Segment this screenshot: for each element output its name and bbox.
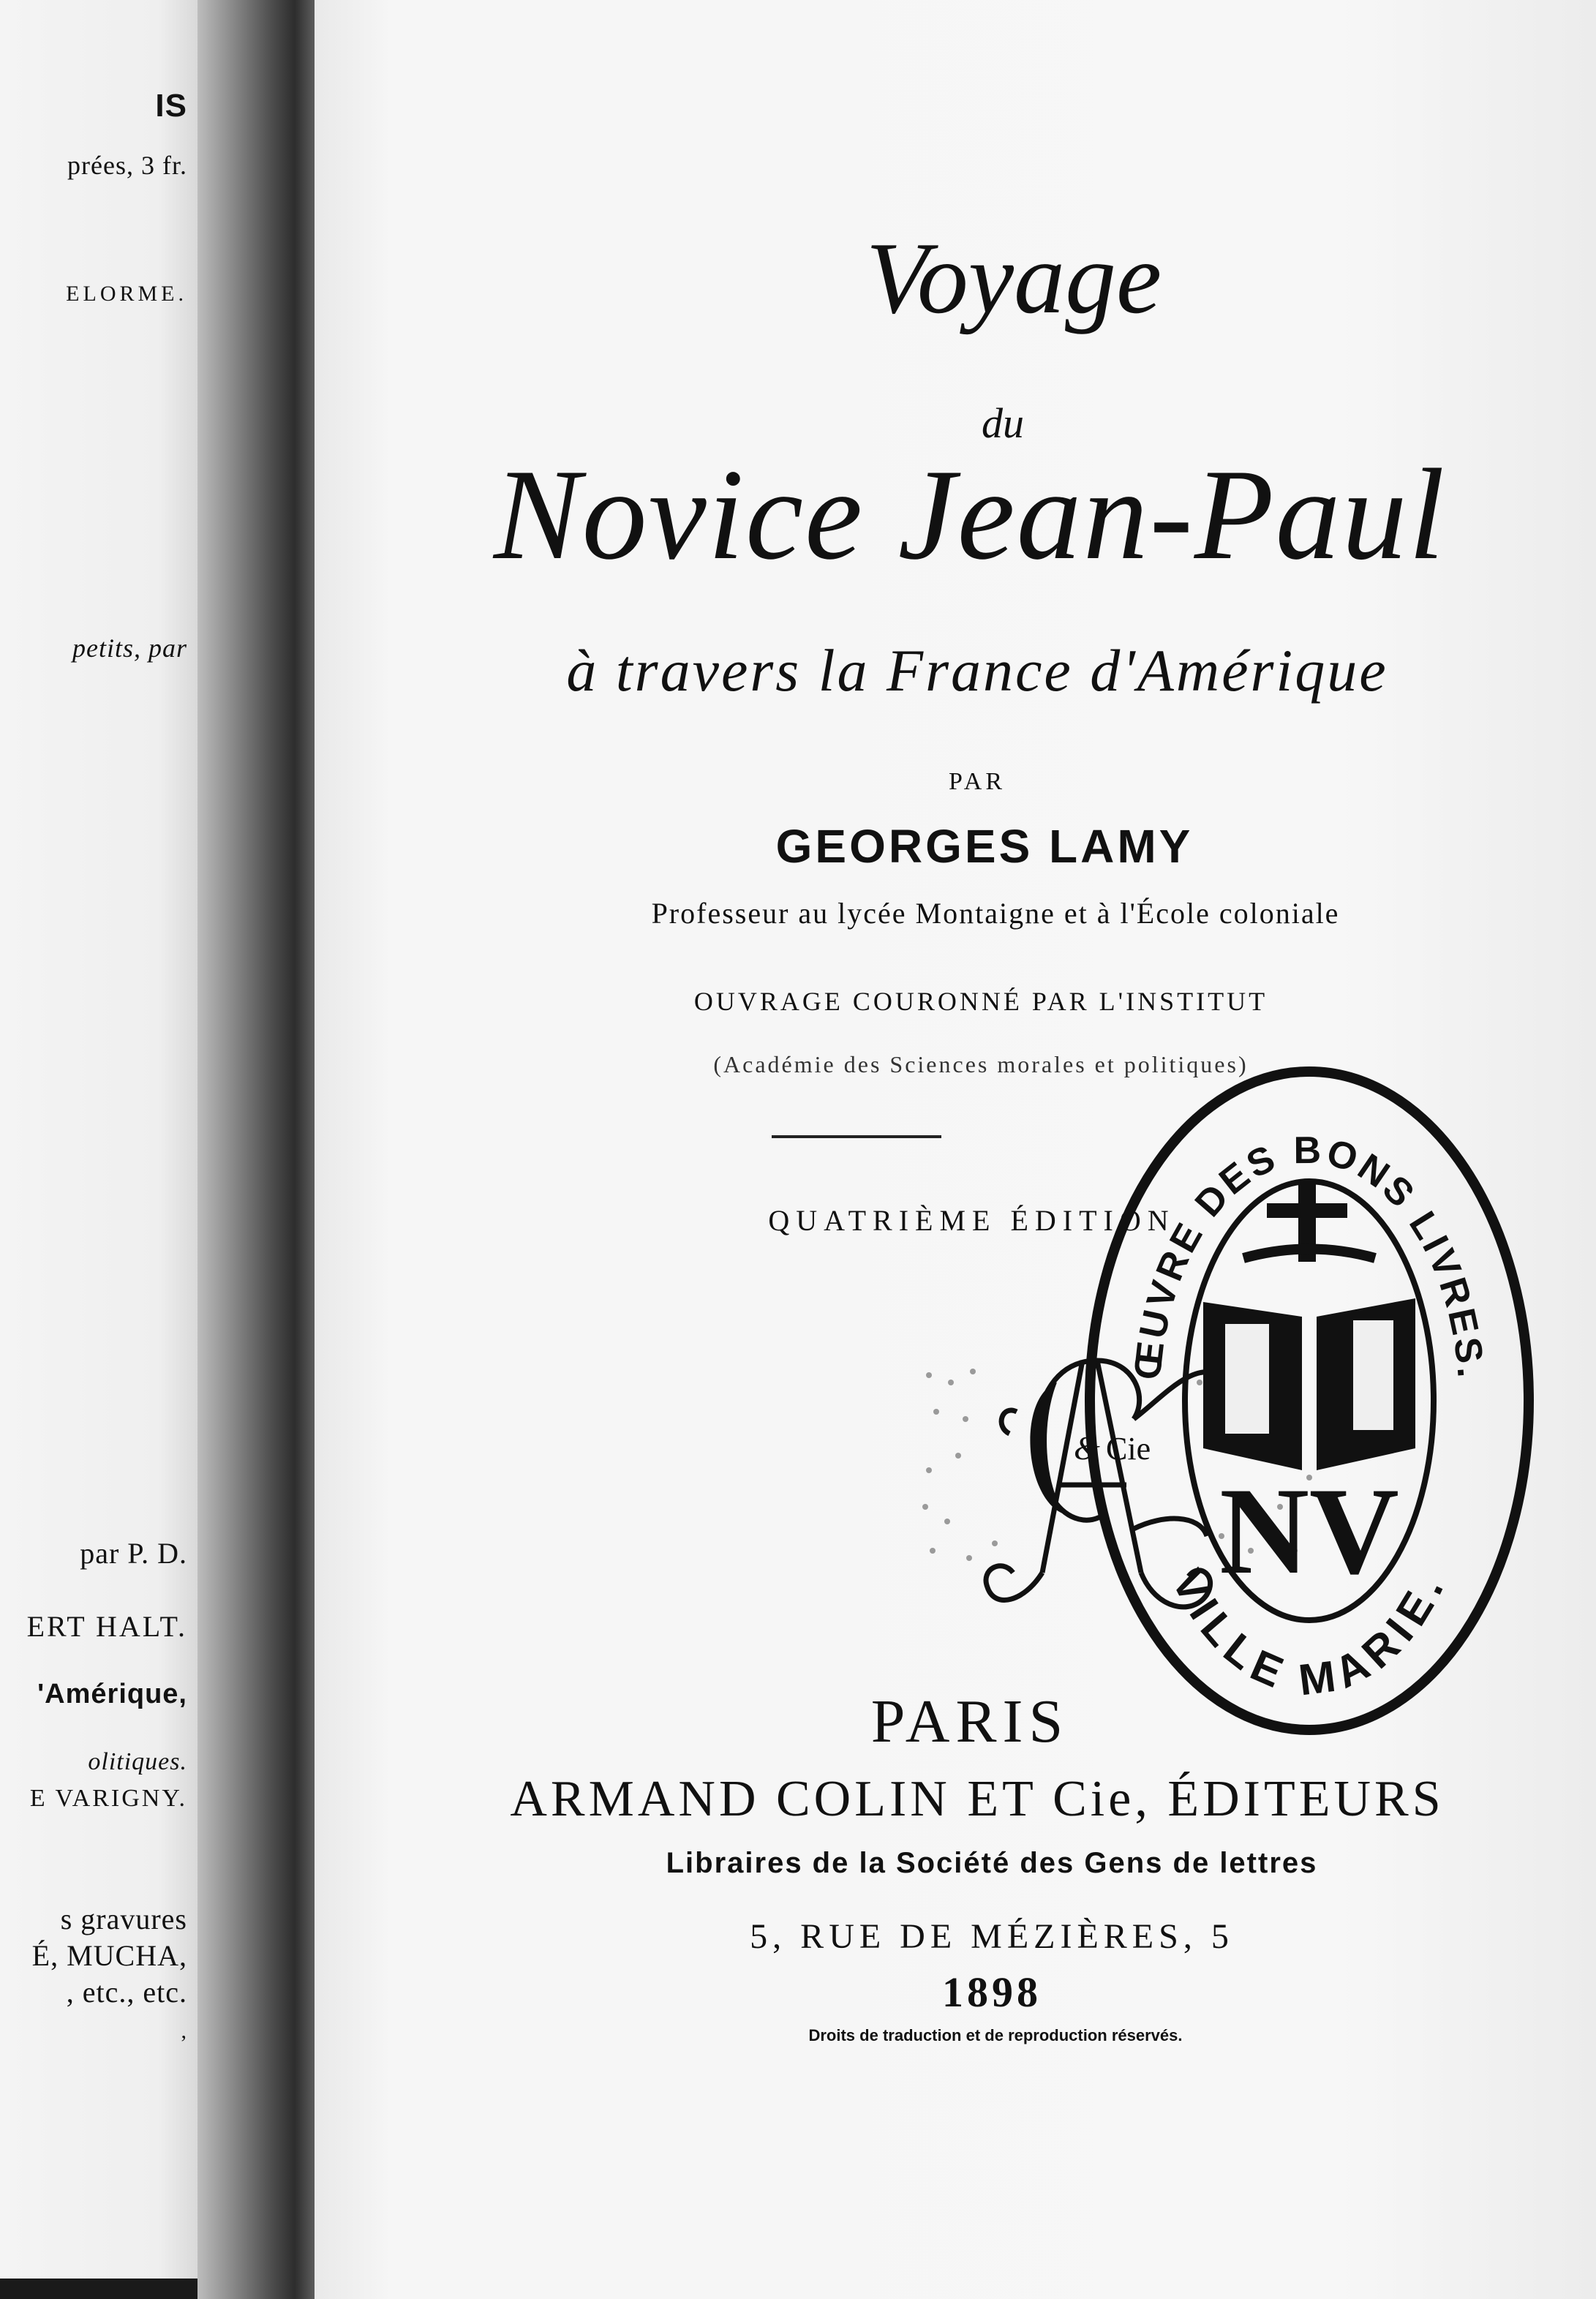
edition-line: QUATRIÈME ÉDITION: [768, 1204, 1175, 1237]
left-line-1: IS: [155, 88, 187, 124]
left-line-10: s gravures: [60, 1903, 187, 1935]
left-line-2: prées, 3 fr.: [67, 151, 187, 180]
award-line: OUVRAGE COURONNÉ PAR L'INSTITUT: [693, 987, 1268, 1016]
publication-year: 1898: [942, 1968, 1042, 2016]
divider-rule: [772, 1135, 941, 1138]
by-label: PAR: [948, 768, 1006, 795]
author-name: GEORGES LAMY: [775, 820, 1194, 873]
publisher-line: ARMAND COLIN ET Cie, ÉDITEURS: [510, 1771, 1445, 1827]
left-line-5: par P. D.: [80, 1537, 187, 1570]
left-line-4: petits, par: [72, 633, 187, 663]
left-line-9: E VARIGNY.: [29, 1785, 187, 1812]
svg-text:Cie: Cie: [1106, 1431, 1151, 1467]
svg-text:VILLE MARIE.: VILLE MARIE.: [1162, 1562, 1456, 1705]
publisher-address: 5, RUE DE MÉZIÈRES, 5: [750, 1917, 1234, 1956]
left-line-8: olitiques.: [88, 1748, 187, 1775]
title-du: du: [982, 399, 1024, 447]
svg-text:&: &: [1074, 1429, 1100, 1467]
publisher-note: Libraires de la Société des Gens de lettres: [666, 1847, 1318, 1879]
left-line-13: ,: [181, 2019, 187, 2043]
rights-notice: Droits de traduction et de reproduction réservés.: [808, 2026, 1183, 2044]
academy-line: (Académie des Sciences morales et politiques): [713, 1051, 1249, 1077]
left-line-11: É, MUCHA,: [31, 1939, 187, 1972]
left-line-6: ERT HALT.: [26, 1610, 187, 1643]
left-page-fragment: [0, 0, 197, 2279]
svg-text:ŒUVRE DES BONS LIVRES.: ŒUVRE DES BONS LIVRES.: [1126, 1129, 1492, 1382]
left-line-12: , etc., etc.: [66, 1976, 187, 2009]
title-voyage: Voyage: [865, 222, 1162, 335]
left-line-7: 'Amérique,: [37, 1679, 187, 1709]
title-novice-jean-paul: Novice Jean-Paul: [493, 442, 1447, 587]
author-role: Professeur au lycée Montaigne et à l'École coloniale: [651, 897, 1340, 930]
left-line-3: ELORME.: [66, 282, 187, 306]
subtitle: à travers la France d'Amérique: [566, 637, 1388, 704]
city-line: PARIS: [870, 1687, 1069, 1756]
library-stamp: [1075, 1061, 1543, 1741]
svg-text:NV: NV: [1219, 1462, 1399, 1600]
